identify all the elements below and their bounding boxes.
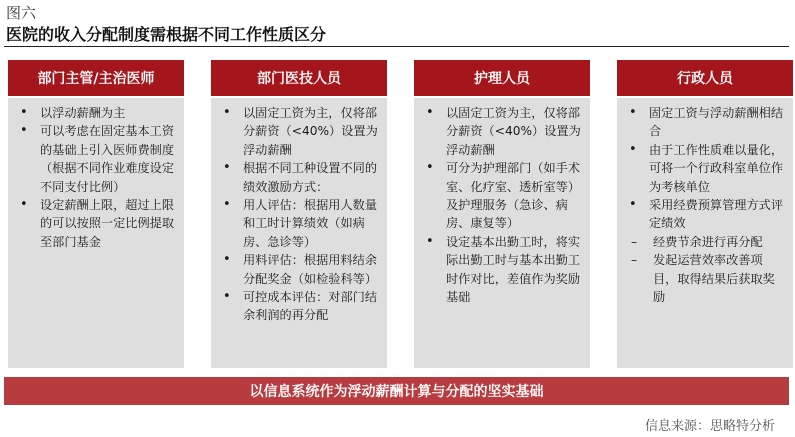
list-item: • 以浮动薪酬为主	[16, 104, 178, 122]
list-item: • 可控成本评估：对部门结余利润的再分配	[219, 288, 381, 325]
list-item: • 用料评估：根据用料结余分配奖金（如检验科等）	[219, 251, 381, 288]
list-item: • 可以考虑在固定基本工资的基础上引入医师费制度（根据不同作业难度设定不同支付比例）	[16, 122, 178, 196]
column-body	[8, 98, 184, 368]
source-note: 信息来源：思略特分析	[644, 419, 775, 434]
column-header: 行政人员	[617, 60, 793, 96]
list-item	[625, 196, 787, 306]
column-medical-technicians	[211, 60, 387, 368]
sub-list-item: – 经费节余进行再分配	[625, 233, 787, 251]
column-header: 部门主管/主治医师	[8, 60, 184, 96]
bottom-banner: 以信息系统作为浮动薪酬计算与分配的坚实基础	[4, 377, 789, 405]
column-body	[617, 98, 793, 368]
title-divider	[4, 46, 789, 47]
column-nursing-staff	[414, 60, 590, 368]
column-department-head	[8, 60, 184, 368]
list-item: • 设定基本出勤工时，将实际出勤工时与基本出勤工时作对比，差值作为奖励基础	[422, 233, 584, 307]
figure-label: 图六	[6, 4, 37, 22]
list-item: • 以固定工资为主，仅将部分薪资（<40%）设置为浮动薪酬	[422, 104, 584, 159]
list-item: • 可分为护理部门（如手术室、化疗室、透析室等）及护理服务（急诊、病房、康复等）	[422, 159, 584, 233]
list-item-text: 采用经费预算管理方式评定绩效	[649, 198, 784, 231]
column-header: 部门医技人员	[211, 60, 387, 96]
list-item: • 用人评估：根据用人数量和工时计算绩效（如病房、急诊等）	[219, 196, 381, 251]
list-item: • 由于工作性质难以量化，可将一个行政科室单位作为考核单位	[625, 141, 787, 196]
sub-list-item: – 发起运营效率改善项目，取得结果后获取奖励	[625, 251, 787, 306]
list-item: • 以固定工资为主，仅将部分薪资（<40%）设置为浮动薪酬	[219, 104, 381, 159]
list-item: • 根据不同工种设置不同的绩效激励方式：	[219, 159, 381, 196]
list-item: • 设定薪酬上限，超过上限的可以按照一定比例提取至部门基金	[16, 196, 178, 251]
column-administrative-staff	[617, 60, 793, 368]
figure-title: 医院的收入分配制度需根据不同工作性质区分	[6, 25, 327, 44]
column-header: 护理人员	[414, 60, 590, 96]
list-item: • 固定工资与浮动薪酬相结合	[625, 104, 787, 141]
column-body	[414, 98, 590, 368]
column-body	[211, 98, 387, 368]
